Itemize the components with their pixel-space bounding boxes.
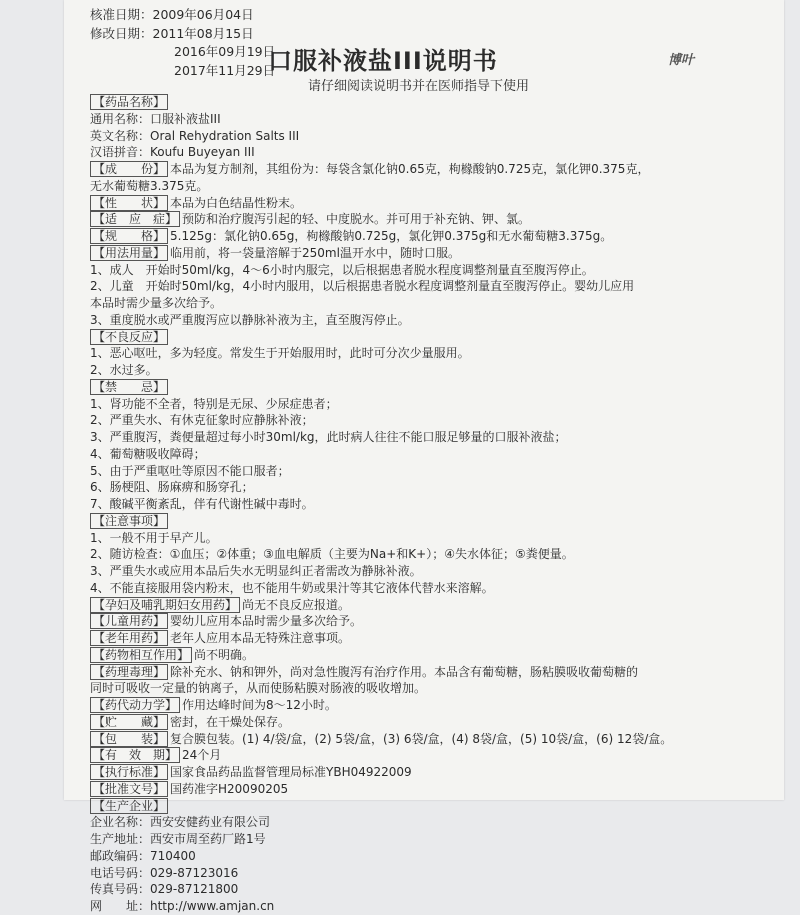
section-label: 【执行标准】 (90, 764, 168, 780)
section-text: 2、水过多。 (90, 363, 158, 377)
text-line (90, 865, 780, 882)
text-line (90, 580, 780, 597)
text-line (90, 312, 780, 329)
section-text: 无水葡萄糖3.375克。 (90, 178, 209, 193)
section-label: 【儿童用药】 (90, 613, 168, 629)
section-text: 1、肾功能不全者，特别是无尿、少尿症患者； (90, 396, 338, 411)
text-line (90, 262, 780, 279)
section-label: 【生产企业】 (90, 798, 168, 814)
section-row (90, 697, 780, 714)
section-row (90, 714, 780, 731)
section-row (90, 245, 780, 262)
section-text: 本品时需少量多次给予。 (90, 296, 223, 310)
section-text: 3、严重失水或应用本品后失水无明显纠正者需改为静脉补液。 (90, 564, 422, 578)
section-text: 复合膜包装。(1) 4/袋/盒，(2) 5袋/盒，(3) 6袋/盒，(4) 8袋/盒，(5) 10袋/盒，(6) 12袋/盒。 (170, 731, 673, 746)
approval-date: 核准日期：2009年06月04日 (90, 7, 254, 22)
section-text: 作用达峰时间为8～12小时。 (182, 698, 337, 712)
section-text: 通用名称：口服补液盐III (90, 111, 221, 126)
section-text: 本品为白色结晶性粉末。 (170, 195, 303, 210)
text-line (90, 496, 780, 513)
section-row (90, 513, 780, 530)
text-line (90, 898, 780, 915)
section-text: 英文名称：Oral Rehydration Salts III (90, 128, 300, 143)
section-text: 预防和治疗腹泻引起的轻、中度脱水。并可用于补充钠、钾、氯。 (182, 212, 531, 227)
section-row (90, 630, 780, 647)
section-text: 国药准字H20090205 (170, 781, 289, 796)
section-label: 【孕妇及哺乳期妇女用药】 (90, 597, 240, 613)
section-label: 【药代动力学】 (90, 697, 180, 713)
text-line (90, 111, 780, 128)
section-row (90, 747, 780, 764)
insert-body (90, 94, 780, 915)
section-label: 【药品名称】 (90, 94, 168, 110)
section-label: 【成 份】 (90, 161, 168, 177)
brand-logo: 博叶 (668, 53, 695, 68)
text-line (90, 530, 780, 547)
section-row (90, 781, 780, 798)
text-line (90, 881, 780, 898)
section-text: 7、酸碱平衡紊乱，伴有代谢性碱中毒时。 (90, 497, 314, 511)
section-text: 1、一般不用于早产儿。 (90, 530, 218, 545)
section-label: 【药物相互作用】 (90, 647, 192, 663)
text-line (90, 362, 780, 379)
section-text: 尚无不良反应报道。 (242, 597, 351, 612)
section-row (90, 161, 780, 178)
text-line (90, 831, 780, 848)
section-text: 4、不能直接服用袋内粉末，也不能用牛奶或果汁等其它液体代替水来溶解。 (90, 580, 494, 595)
section-text: 6、肠梗阻、肠麻痹和肠穿孔； (90, 480, 254, 495)
section-row (90, 764, 780, 781)
section-label: 【性 状】 (90, 195, 168, 211)
section-label: 【贮 藏】 (90, 714, 168, 730)
text-line (90, 848, 780, 865)
section-text: 邮政编码：710400 (90, 848, 196, 863)
revision-date: 修改日期：2011年08月15日 (90, 25, 254, 41)
section-text: 同时可吸收一定量的钠离子，从而使肠粘膜对肠液的吸收增加。 (90, 681, 427, 696)
section-row (90, 597, 780, 614)
text-line (90, 680, 780, 697)
page-title: 口服补液盐III说明书 (268, 47, 498, 75)
section-label: 【注意事项】 (90, 513, 168, 529)
revision-date-3: 2017年11月29日 (174, 62, 276, 78)
section-text: 本品为复方制剂，其组份为：每袋含氯化钠0.65克，枸橼酸钠0.725克，氯化钾0.375克， (170, 162, 650, 176)
text-line (90, 396, 780, 413)
section-text: 婴幼儿应用本品时需少量多次给予。 (170, 614, 363, 629)
section-text: 2、严重失水、有休克征象时应静脉补液； (90, 413, 314, 428)
section-text: 3、重度脱水或严重腹泻应以静脉补液为主，直至腹泻停止。 (90, 312, 410, 327)
section-text: 3、严重腹泻，粪便量超过每小时30ml/kg，此时病人往往不能口服足够量的口服补液盐； (90, 430, 567, 444)
text-line (90, 278, 780, 295)
section-label: 【适 应 症】 (90, 211, 180, 227)
section-row (90, 798, 780, 815)
section-text: 4、葡萄糖吸收障碍； (90, 446, 206, 461)
section-label: 【用法用量】 (90, 245, 168, 261)
section-text: 1、恶心呕吐，多为轻度。常发生于开始服用时，此时可分次少量服用。 (90, 346, 470, 361)
section-text: 5.125g：氯化钠0.65g，枸橼酸钠0.725g，氯化钾0.375g和无水葡萄糖3.375g。 (170, 229, 613, 243)
section-text: 2、儿童 开始时50ml/kg，4小时内服用，以后根据患者脱水程度调整剂量直至腹泻停止。婴幼儿应用 (90, 279, 635, 294)
text-line (90, 479, 780, 496)
section-row (90, 613, 780, 630)
revision-date-2: 2016年09月19日 (174, 44, 276, 59)
section-label: 【规 格】 (90, 228, 168, 244)
text-line (90, 429, 780, 446)
section-text: 传真号码：029-87121800 (90, 882, 239, 897)
section-label: 【老年用药】 (90, 630, 168, 646)
section-row (90, 228, 780, 245)
text-line (90, 178, 780, 195)
section-text: 企业名称：西安安健药业有限公司 (90, 815, 271, 830)
section-text: 2、随访检查：①血压；②体重；③血电解质（主要为Na+和K+）；④失水体征；⑤粪便量。 (90, 547, 574, 562)
section-text: 生产地址：西安市周至药厂路1号 (90, 832, 266, 846)
section-label: 【药理毒理】 (90, 664, 168, 680)
section-row (90, 211, 780, 228)
approval-dates (90, 6, 275, 80)
text-line (90, 144, 780, 161)
section-text: 5、由于严重呕吐等原因不能口服者； (90, 463, 290, 478)
text-line (90, 295, 780, 312)
section-text: 1、成人 开始时50ml/kg，4～6小时内服完，以后根据患者脱水程度调整剂量直至腹泻停止。 (90, 262, 594, 277)
section-row (90, 379, 780, 396)
text-line (90, 446, 780, 463)
section-label: 【包 装】 (90, 731, 168, 747)
text-line (90, 345, 780, 362)
section-text: 电话号码：029-87123016 (90, 865, 239, 880)
section-text: 临用前，将一袋量溶解于250ml温开水中，随时口服。 (170, 245, 460, 260)
section-label: 【批准文号】 (90, 781, 168, 797)
text-line (90, 814, 780, 831)
section-row (90, 731, 780, 748)
text-line (90, 563, 780, 580)
section-label: 【有 效 期】 (90, 747, 180, 763)
section-label: 【禁 忌】 (90, 379, 168, 395)
section-text: 除补充水、钠和钾外，尚对急性腹泻有治疗作用。本品含有葡萄糖，肠粘膜吸收葡萄糖的 (170, 664, 639, 679)
section-text: 老年人应用本品无特殊注意事项。 (170, 631, 351, 645)
text-line (90, 128, 780, 145)
text-line (90, 463, 780, 480)
section-row (90, 329, 780, 346)
section-text: 汉语拼音：Koufu Buyeyan III (90, 145, 255, 160)
text-line (90, 412, 780, 429)
section-row (90, 647, 780, 664)
section-text: 24个月 (182, 748, 222, 763)
section-text: 国家食品药品监督管理局标准YBH04922009 (170, 765, 412, 779)
text-line (90, 546, 780, 563)
section-label: 【不良反应】 (90, 329, 168, 345)
instructions-subtitle: 请仔细阅读说明书并在医师指导下使用 (308, 79, 530, 94)
section-row (90, 664, 780, 681)
section-text: 网 址：http://www.amjan.cn (90, 899, 275, 913)
section-row (90, 94, 780, 111)
section-row (90, 195, 780, 212)
section-text: 密封，在干燥处保存。 (170, 714, 291, 729)
section-text: 尚不明确。 (194, 647, 255, 662)
